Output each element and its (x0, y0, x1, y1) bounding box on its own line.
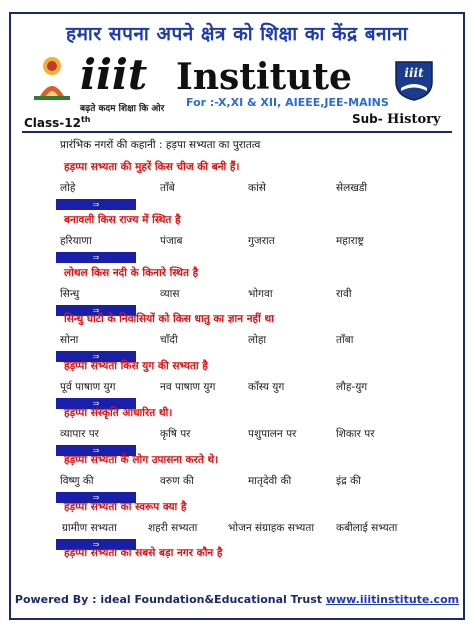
option-4: सेलखडी (336, 182, 368, 194)
footer (0, 593, 474, 606)
class-label: Class-12th (24, 115, 91, 130)
option-4: रावी (336, 288, 352, 300)
question-text: हड़प्पा सभ्यता का सबसे बड़ा नगर कौन है (64, 547, 223, 559)
powered-by: Powered By : ideal Foundation&Educational Trust (14, 593, 323, 606)
option-4: ताँबा (336, 334, 354, 346)
header-divider (22, 131, 452, 133)
subject-label: Sub- History (352, 112, 441, 127)
option-2: व्यास (160, 288, 180, 300)
question-text: लोथल किस नदी के किनारे स्थित है (64, 267, 199, 279)
lesson-title: प्रारंभिक नगरों की कहानी : हड़पा सभ्यता का पुरातत्व (60, 139, 261, 151)
option-1: विष्णु की (60, 475, 94, 487)
option-2: पंजाब (160, 235, 183, 247)
brand-institute: Institute (176, 56, 352, 98)
svg-text:iiit: iiit (404, 66, 424, 80)
option-3: कांसे (248, 182, 266, 194)
option-4: कबीलाई सभ्यता (336, 522, 398, 534)
option-1: सिन्धु (60, 288, 80, 300)
option-2: चाँदी (160, 334, 178, 346)
option-2: नव पाषाण युग (160, 381, 216, 393)
iiit-emblem-icon (393, 58, 435, 102)
option-3: मातृदेवी की (248, 475, 292, 487)
brand-iiit: iiit (80, 50, 148, 99)
option-2: कृषि पर (160, 428, 191, 440)
answer-button[interactable]: ⇒ (56, 305, 136, 316)
answer-button[interactable]: ⇒ (56, 351, 136, 362)
option-1: ग्रामीण सभ्यता (62, 522, 117, 534)
courses-offered: For :-X,XI & XII, AIEEE,JEE-MAINS (186, 96, 389, 109)
option-4: लौह-युग (336, 381, 368, 393)
option-3: भोजन संग्राहक सभ्यता (228, 522, 315, 534)
question-text: हड़प्पा सभ्यता का स्वरूप क्या है (64, 501, 187, 513)
question-text: हड़प्पा संस्कृति आधारित थी। (64, 407, 173, 419)
question-text: सिन्धु घाटी के निवासियों को किस धातु का ज्ञान नहीं था (64, 313, 274, 325)
answer-button[interactable]: ⇒ (56, 398, 136, 409)
option-3: गुजरात (248, 235, 275, 247)
question-text: हड़प्पा सभ्यता की मुहरें किस चीज की बनी हैं। (64, 161, 240, 173)
website-link[interactable]: www.iiitinstitute.com (325, 593, 460, 606)
option-4: इंद्र की (336, 475, 361, 487)
answer-button[interactable]: ⇒ (56, 445, 136, 456)
option-1: हरियाणा (60, 235, 92, 247)
option-4: शिकार पर (336, 428, 375, 440)
option-3: पशुपालन पर (248, 428, 297, 440)
answer-button[interactable]: ⇒ (56, 199, 136, 210)
question-text: हड़प्पा सभ्यता किस युग की सभ्यता है (64, 360, 208, 372)
option-3: भोगवा (248, 288, 273, 300)
answer-button[interactable]: ⇒ (56, 539, 136, 550)
saraswati-logo-icon (30, 52, 74, 102)
option-4: महाराष्ट्र (336, 235, 364, 247)
option-1: सोना (60, 334, 79, 346)
option-2: शहरी सभ्यता (148, 522, 198, 534)
answer-button[interactable]: ⇒ (56, 492, 136, 503)
option-2: वरुण की (160, 475, 194, 487)
answer-button[interactable]: ⇒ (56, 252, 136, 263)
option-1: पूर्व पाषाण युग (60, 381, 116, 393)
question-text: हड़प्पा सभ्यता के लोग उपासना करते थे। (64, 454, 219, 466)
banner-slogan: हमार सपना अपने क्षेत्र को शिक्षा का केंद्र बनाना (65, 23, 408, 45)
option-3: काँस्य युग (248, 381, 285, 393)
question-text: बनावली किस राज्य में स्थित है (64, 214, 181, 226)
option-2: ताँबे (160, 182, 175, 194)
option-1: व्यापार पर (60, 428, 99, 440)
option-1: लोहे (60, 182, 76, 194)
tagline: बढ़ते कदम शिक्षा कि ओर (80, 104, 165, 114)
option-3: लोहा (248, 334, 267, 346)
